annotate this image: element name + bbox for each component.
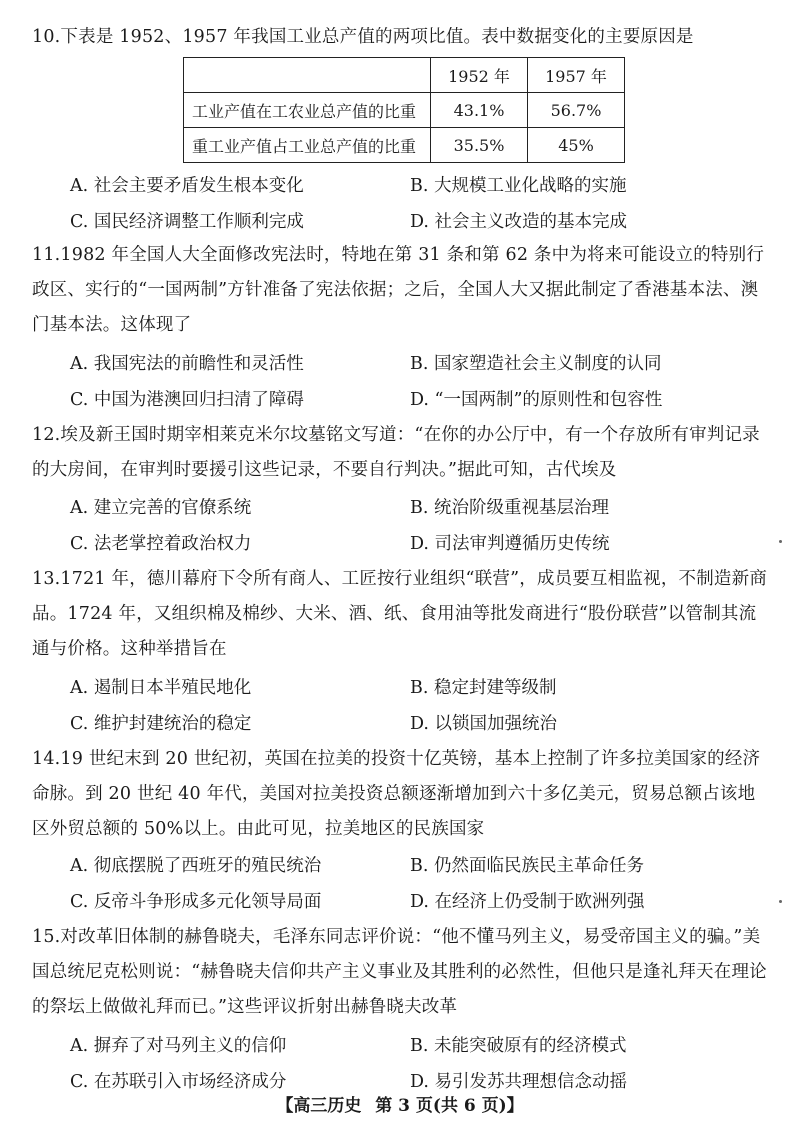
table-header-row <box>184 58 625 93</box>
question-15-options <box>70 1026 750 1098</box>
table-cell: 56.7% <box>528 93 625 128</box>
option-d[interactable]: D. 易引发苏共理想信念动摇 <box>410 1071 628 1092</box>
option-c[interactable]: C. 在苏联引入市场经济成分 <box>70 1071 287 1092</box>
option-d[interactable]: D. 在经济上仍受制于欧洲列强 <box>410 891 645 912</box>
footer-subject: 【高三历史 <box>276 1096 362 1116</box>
question-12-stem: 12.埃及新王国时期宰相莱克米尔坟墓铭文写道：“在你的办公厅中，有一个存放所有审判记录的大房间，在审判时要援引这些记录，不要自行判决。”据此可知，古代埃及 <box>32 425 760 480</box>
options-row <box>70 704 750 740</box>
table-cell: 35.5% <box>431 128 528 163</box>
option-a[interactable]: A. 摒弃了对马列主义的信仰 <box>70 1035 287 1056</box>
option-d[interactable]: D. 司法审判遵循历史传统 <box>410 533 610 554</box>
question-13-stem: 13.1721 年，德川幕府下令所有商人、工匠按行业组织“联营”，成员要互相监视，不制造新商品。1724 年，又组织棉及棉纱、大米、酒、纸、食用油等批发商进行“股份联营”以管制其流通与价格。这种举措旨在 <box>32 569 768 659</box>
options-row <box>70 524 750 560</box>
question-14-options <box>70 846 750 918</box>
options-row <box>70 166 750 202</box>
option-c[interactable]: C. 反帝斗争形成多元化领导局面 <box>70 891 322 912</box>
table-row <box>184 93 625 128</box>
option-d[interactable]: D. “一国两制”的原则性和包容性 <box>410 389 663 410</box>
options-row <box>70 882 750 918</box>
option-a[interactable]: A. 我国宪法的前瞻性和灵活性 <box>70 353 304 374</box>
footer-page-number: 第 3 页(共 6 页)】 <box>375 1096 524 1116</box>
options-row <box>70 668 750 704</box>
table-row-label: 工业产值在工农业总产值的比重 <box>184 93 431 128</box>
option-a[interactable]: A. 彻底摆脱了西班牙的殖民统治 <box>70 855 322 876</box>
question-14-stem: 14.19 世纪末到 20 世纪初，英国在拉美的投资十亿英镑，基本上控制了许多拉美国家的经济命脉。到 20 世纪 40 年代，美国对拉美投资总额逐渐增加到六十多亿美元，贸易总额占该地区外贸总额的 50%以上。由此可见，拉美地区的民族国家 <box>32 749 761 839</box>
question-13-options <box>70 668 750 740</box>
option-c[interactable]: C. 国民经济调整工作顺利完成 <box>70 211 304 232</box>
option-c[interactable]: C. 维护封建统治的稳定 <box>70 713 252 734</box>
option-a[interactable]: A. 遏制日本半殖民地化 <box>70 677 252 698</box>
options-row <box>70 846 750 882</box>
option-b[interactable]: B. 国家塑造社会主义制度的认同 <box>410 353 662 374</box>
page-footer <box>0 1091 800 1116</box>
table-header-blank <box>184 58 431 93</box>
options-row <box>70 1026 750 1062</box>
question-11-options <box>70 344 750 416</box>
options-row <box>70 344 750 380</box>
options-row <box>70 380 750 416</box>
table-row-label: 重工业产值占工业总产值的比重 <box>184 128 431 163</box>
scan-mark <box>779 540 782 543</box>
scan-mark <box>779 900 782 903</box>
table-header-1957: 1957 年 <box>528 58 625 93</box>
question-10-table <box>183 57 625 163</box>
option-b[interactable]: B. 仍然面临民族民主革命任务 <box>410 855 644 876</box>
option-d[interactable]: D. 以锁国加强统治 <box>410 713 558 734</box>
table-row <box>184 128 625 163</box>
option-a[interactable]: A. 建立完善的官僚系统 <box>70 497 252 518</box>
option-b[interactable]: B. 大规模工业化战略的实施 <box>410 175 627 196</box>
table-cell: 43.1% <box>431 93 528 128</box>
option-b[interactable]: B. 未能突破原有的经济模式 <box>410 1035 627 1056</box>
option-c[interactable]: C. 法老掌控着政治权力 <box>70 533 252 554</box>
question-11-stem: 11.1982 年全国人大全面修改宪法时，特地在第 31 条和第 62 条中为将来可能设立的特别行政区、实行的“一国两制”方针准备了宪法依据；之后，全国人大又据此制定了香港基本法、澳门基本法。这体现了 <box>32 245 765 335</box>
question-12-options <box>70 488 750 560</box>
question-15-stem: 15.对改革旧体制的赫鲁晓夫，毛泽东同志评价说：“他不懂马列主义，易受帝国主义的骗。”美国总统尼克松则说：“赫鲁晓夫信仰共产主义事业及其胜利的必然性，但他只是逢礼拜天在理论的祭坛上做做礼拜而已。”这些评议折射出赫鲁晓夫改革 <box>32 927 767 1017</box>
table-header-1952: 1952 年 <box>431 58 528 93</box>
question-10-stem: 10.下表是 1952、1957 年我国工业总产值的两项比值。表中数据变化的主要原因是 <box>32 27 694 47</box>
options-row <box>70 202 750 238</box>
option-a[interactable]: A. 社会主要矛盾发生根本变化 <box>70 175 304 196</box>
option-c[interactable]: C. 中国为港澳回归扫清了障碍 <box>70 389 304 410</box>
options-row <box>70 488 750 524</box>
option-d[interactable]: D. 社会主义改造的基本完成 <box>410 211 628 232</box>
option-b[interactable]: B. 统治阶级重视基层治理 <box>410 497 609 518</box>
question-10-options <box>70 166 750 238</box>
option-b[interactable]: B. 稳定封建等级制 <box>410 677 557 698</box>
table-cell: 45% <box>528 128 625 163</box>
